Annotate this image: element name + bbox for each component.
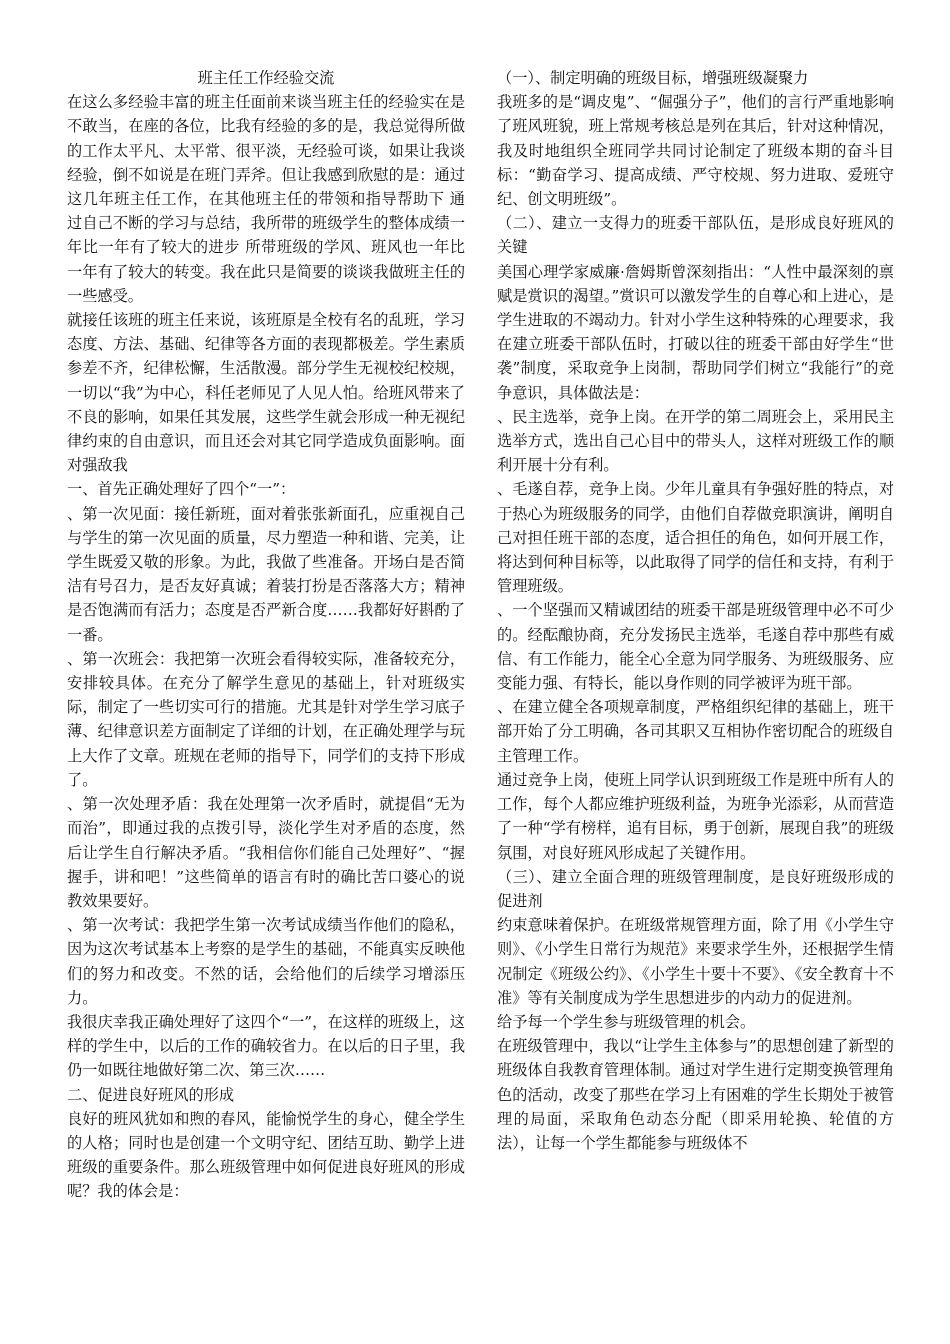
section-heading: 一、首先正确处理好了四个“一”：: [67, 480, 296, 499]
paragraph: 在班级管理中，我以“让学生主体参与”的思想创建了新型的班级体自我教育管理体制。通过对学生进行定期变换管理角色的活动，改变了那些在学习上有困难的学生长期处于被管理的局面，采取角色动态分配（即采用轮换、轮值的方法），让每一个学生都能参与班级体不: [497, 1037, 894, 1152]
subsection-heading: （二）、建立一支得力的班委干部队伍，是形成良好班风的关键: [497, 214, 894, 257]
paragraph: 、第一次见面：接任新班，面对着张张新面孔，应重视自己与学生的第一次见面的质量，尽力塑造一种和谐、完美，让学生既爱又敬的形象。为此，我做了些准备。开场白是否简洁有号召力，是否友好真诚；着装打扮是否落落大方；精神是否饱满而有活力；态度是否严新合度……我都好好斟酌了一番。: [67, 504, 465, 644]
paragraph: 通过竞争上岗，使班上同学认识到班级工作是班中所有人的工作，每个人都应维护班级利益，为班争光添彩，从而营造了一种“学有榜样，追有目标，勇于创新，展现自我”的班级氛围，对良好班风形成起了关键作用。: [497, 770, 894, 862]
subsection-heading: （三）、建立全面合理的班级管理制度，是良好班级形成的促进剂: [497, 867, 894, 910]
paragraph: 在这么多经验丰富的班主任面前来谈当班主任的经验实在是不敢当，在座的各位，比我有经验的多的是，我总觉得所做的工作太平凡、太平常、很平淡，无经验可谈，如果让我谈经验，倒不如说是在班门弄斧。但让我感到欣慰的是：通过这几年班主任工作，在其他班主任的带领和指导帮助下 通过自己不断的学习与总结，我所带的班级学生的整体成绩一年比一年有了较大的进步 所带班级的学风、班风也一年比一年有了较大的转变。我在此只是简要的谈谈我做班主任的一些感受。: [67, 93, 465, 305]
paragraph: 约束意味着保护。在班级常规管理方面，除了用《小学生守则》、《小学生日常行为规范》来要求学生外，还根据学生情况制定《班级公约》、《小学生十要十不要》、《安全教育十不准》等有关制度成为学生思想进步的内动力的促进剂。: [497, 916, 894, 1007]
section-heading: 二、促进良好班风的形成: [67, 1085, 235, 1104]
paragraph: 、第一次处理矛盾：我在处理第一次矛盾时，就提倡“无为而治”，即通过我的点拨引导，淡化学生对矛盾的态度，然后让学生自行解决矛盾。“我相信你们能自己处理好”、“握握手，讲和吧！”这些简单的语言有时的确比苦口婆心的说教效果要好。: [67, 795, 465, 910]
paragraph: 我很庆幸我正确处理好了这四个“一”，在这样的班级上，这样的学生中，以后的工作的确较省力。在以后的日子里，我仍一如既往地做好第二次、第三次……: [67, 1012, 465, 1080]
subsection-heading: （一）、制定明确的班级目标，增强班级凝聚力: [497, 69, 809, 87]
paragraph: 、毛遂自荐，竞争上岗。少年儿童具有争强好胜的特点，对于热心为班级服务的同学，由他们自荐做竞职演讲，阐明自己对担任班干部的态度，适合担任的角色，如何开展工作，将达到何种目标等，以此取得了同学的信任和支持，有利于管理班级。: [497, 480, 894, 596]
paragraph: 给予每一个学生参与班级管理的机会。: [497, 1012, 756, 1031]
paragraph: 、在建立健全各项规章制度，严格组织纪律的基础上，班干部开始了分工明确，各司其职又互相协作密切配合的班级自主管理工作。: [497, 698, 894, 765]
paragraph: 美国心理学家威廉·詹姆斯曾深刻指出：“人性中最深刻的禀赋是赏识的渴望。”赏识可以激发学生的自尊心和上进心，是学生进取的不竭动力。针对小学生这种特殊的心理要求，我在建立班委干部队伍时，打破以往的班委干部由好学生“世袭”制度，采取竞争上岗制，帮助同学们树立“我能行”的竞争意识，具体做法是：: [497, 262, 894, 402]
paragraph: 良好的班风犹如和煦的春风，能愉悦学生的身心，健全学生的人格；同时也是创建一个文明守纪、团结互助、勤学上进班级的重要条件。那么班级管理中如何促进良好班风的形成呢？我的体会是：: [67, 1109, 465, 1201]
document-title: 班主任工作经验交流: [197, 69, 335, 87]
left-column: [67, 66, 465, 1204]
paragraph: 、第一次考试：我把学生第一次考试成绩当作他们的隐私，因为这次考试基本上考察的是学生的基础，不能真实反映他们的努力和改变。不然的话，会给他们的后续学习增添压力。: [67, 916, 465, 1007]
right-column: [497, 66, 894, 1155]
paragraph: 、一个坚强而又精诚团结的班委干部是班级管理中必不可少的。经酝酿协商，充分发扬民主选举，毛遂自荐中那些有威信、有工作能力，能全心全意为同学服务、为班级服务、应变能力强、有特长，能以身作则的同学被评为班干部。: [497, 601, 894, 693]
paragraph: 、第一次班会：我把第一次班会看得较实际，准备较充分，安排较具体。在充分了解学生意见的基础上，针对班级实际，制定了一些切实可行的措施。尤其是针对学生学习底子薄、纪律意识差方面制定了详细的计划，在正确处理学与玩上大作了文章。班规在老师的指导下，同学们的支持下形成了。: [67, 649, 465, 789]
paragraph: 就接任该班的班主任来说，该班原是全校有名的乱班，学习态度、方法、基础、纪律等各方面的表现都极差。学生素质参差不齐，纪律松懈，生活散漫。部分学生无视校纪校规，一切以“我”为中心，科任老师见了人见人怕。给班风带来了不良的影响，如果任其发展，这些学生就会形成一种无视纪律约束的自由意识，而且还会对其它同学造成负面影响。面对强敌我: [67, 311, 465, 475]
paragraph: 、民主选举，竞争上岗。在开学的第二周班会上，采用民主选举方式，选出自己心目中的带头人，这样对班级工作的顺利开展十分有利。: [497, 407, 894, 475]
paragraph: 我班多的是“调皮鬼”、“倔强分子”，他们的言行严重地影响了班风班貌，班上常规考核总是列在其后，针对这种情况，我及时地组织全班同学共同讨论制定了班级本期的奋斗目标：“勤奋学习、提高成绩、严守校规、努力进取、爱班守纪、创文明班级”。: [497, 93, 894, 209]
